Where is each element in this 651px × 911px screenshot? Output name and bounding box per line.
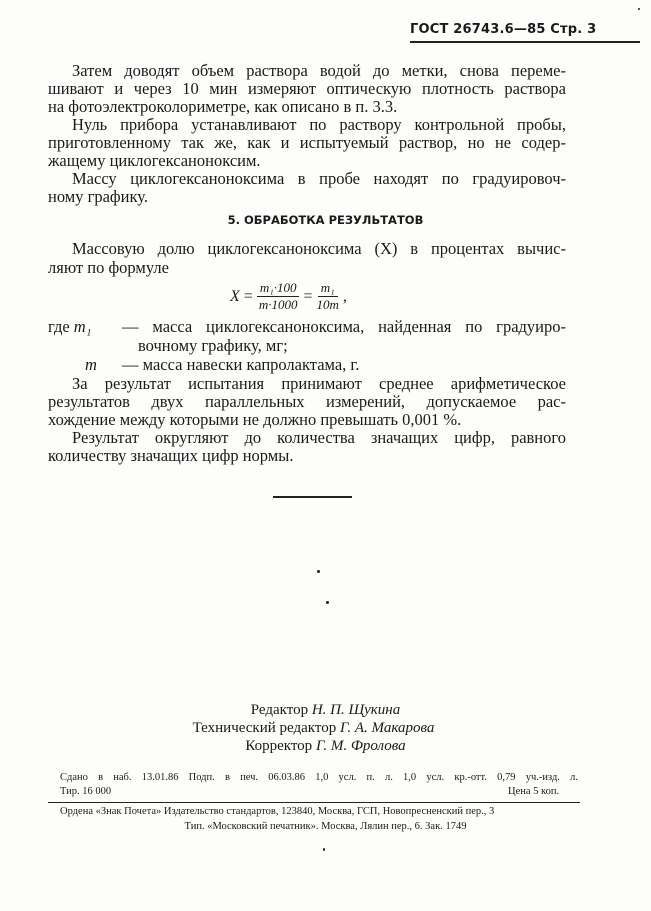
definition-m1 [48,318,91,336]
text-line: Затем доводят объем раствора водой до метки, снова переме- [72,61,566,80]
text-line: ному графику. [48,187,148,206]
circulation: Тир. 16 000 [60,786,112,797]
numerator: m₁ [318,280,338,297]
editor-line [0,720,639,737]
text-line: — масса навески капролактама, г. [122,355,360,374]
fraction-2 [317,280,339,313]
text-line: Нуль прибора устанавливают по раствору контрольной пробы, [72,115,566,134]
price: Цена 5 коп. [508,786,560,797]
denominator: m·1000 [258,297,298,312]
imprint-line: Сдано в наб. 13.01.86 Подп. в печ. 06.03.86 1,0 усл. п. л. 1,0 усл. кр.-отт. 0,79 уч.-изд. л. [60,772,578,783]
where-label: где [48,317,70,336]
publisher: Ордена «Знак Почета» Издательство стандартов, 123840, Москва, ГСП, Новопресненский пер., 3 [60,806,495,817]
text-line: на фотоэлектроколориметре, как описано в п. 3.3. [48,97,398,116]
scan-speck [638,8,640,10]
text-line: Массу циклогексаноноксима в пробе находят по градуировоч- [72,169,566,188]
editor-line [0,738,651,755]
text-line: результатов двух параллельных измерений, допускаемое рас- [48,392,566,411]
formula-eq: = [243,287,253,305]
formula [230,280,347,313]
symbol: m [85,355,97,374]
text-line: Массовую долю циклогексаноноксима (X) в процентах вычис- [72,239,566,258]
editor-line [0,702,651,719]
text-line: вочному графику, мг; [138,336,288,355]
scan-speck [326,601,329,604]
role: Редактор [250,702,309,718]
formula-eq: = [303,287,313,305]
header-rule [410,41,640,43]
role: Корректор [245,738,313,754]
denominator: 10m [316,297,339,312]
formula-lhs: X [230,287,240,305]
printer: Тип. «Московский печатник». Москва, Лялин пер., 6. Зак. 1749 [184,821,467,832]
person: Н. П. Щукина [311,702,401,718]
page-header: ГОСТ 26743.6—85 Стр. 3 [410,22,597,37]
text-line: хождение между которыми не должно превышать 0,001 %. [48,410,462,429]
role: Технический редактор [192,720,337,736]
text-line: За результат испытания принимают среднее арифметическое [72,374,566,393]
imprint-rule [48,802,580,803]
text-line: — масса циклогексаноноксима, найденная по градуиро- [122,317,566,336]
scan-speck [323,848,325,851]
text-line: ляют по формуле [48,258,169,277]
numerator: m₁·100 [257,280,300,297]
formula-comma: , [342,287,347,305]
text-line: Результат округляют до количества значащих цифр, равного [72,428,566,447]
symbol: m₁ [73,317,92,336]
person: Г. А. Макарова [339,720,435,736]
text-line: шивают и через 10 мин измеряют оптическую плотность раствора [48,79,566,98]
text-line: жащему циклогексаноноксим. [48,151,261,170]
fraction-1 [257,280,300,313]
text-line: количеству значащих цифр нормы. [48,446,294,465]
person: Г. М. Фролова [315,738,406,754]
end-rule [273,496,352,498]
scan-speck [317,570,320,573]
text-line: приготовленному так же, как и испытуемый раствор, но не содер- [48,133,566,152]
section-heading: 5. ОБРАБОТКА РЕЗУЛЬТАТОВ [227,213,424,227]
